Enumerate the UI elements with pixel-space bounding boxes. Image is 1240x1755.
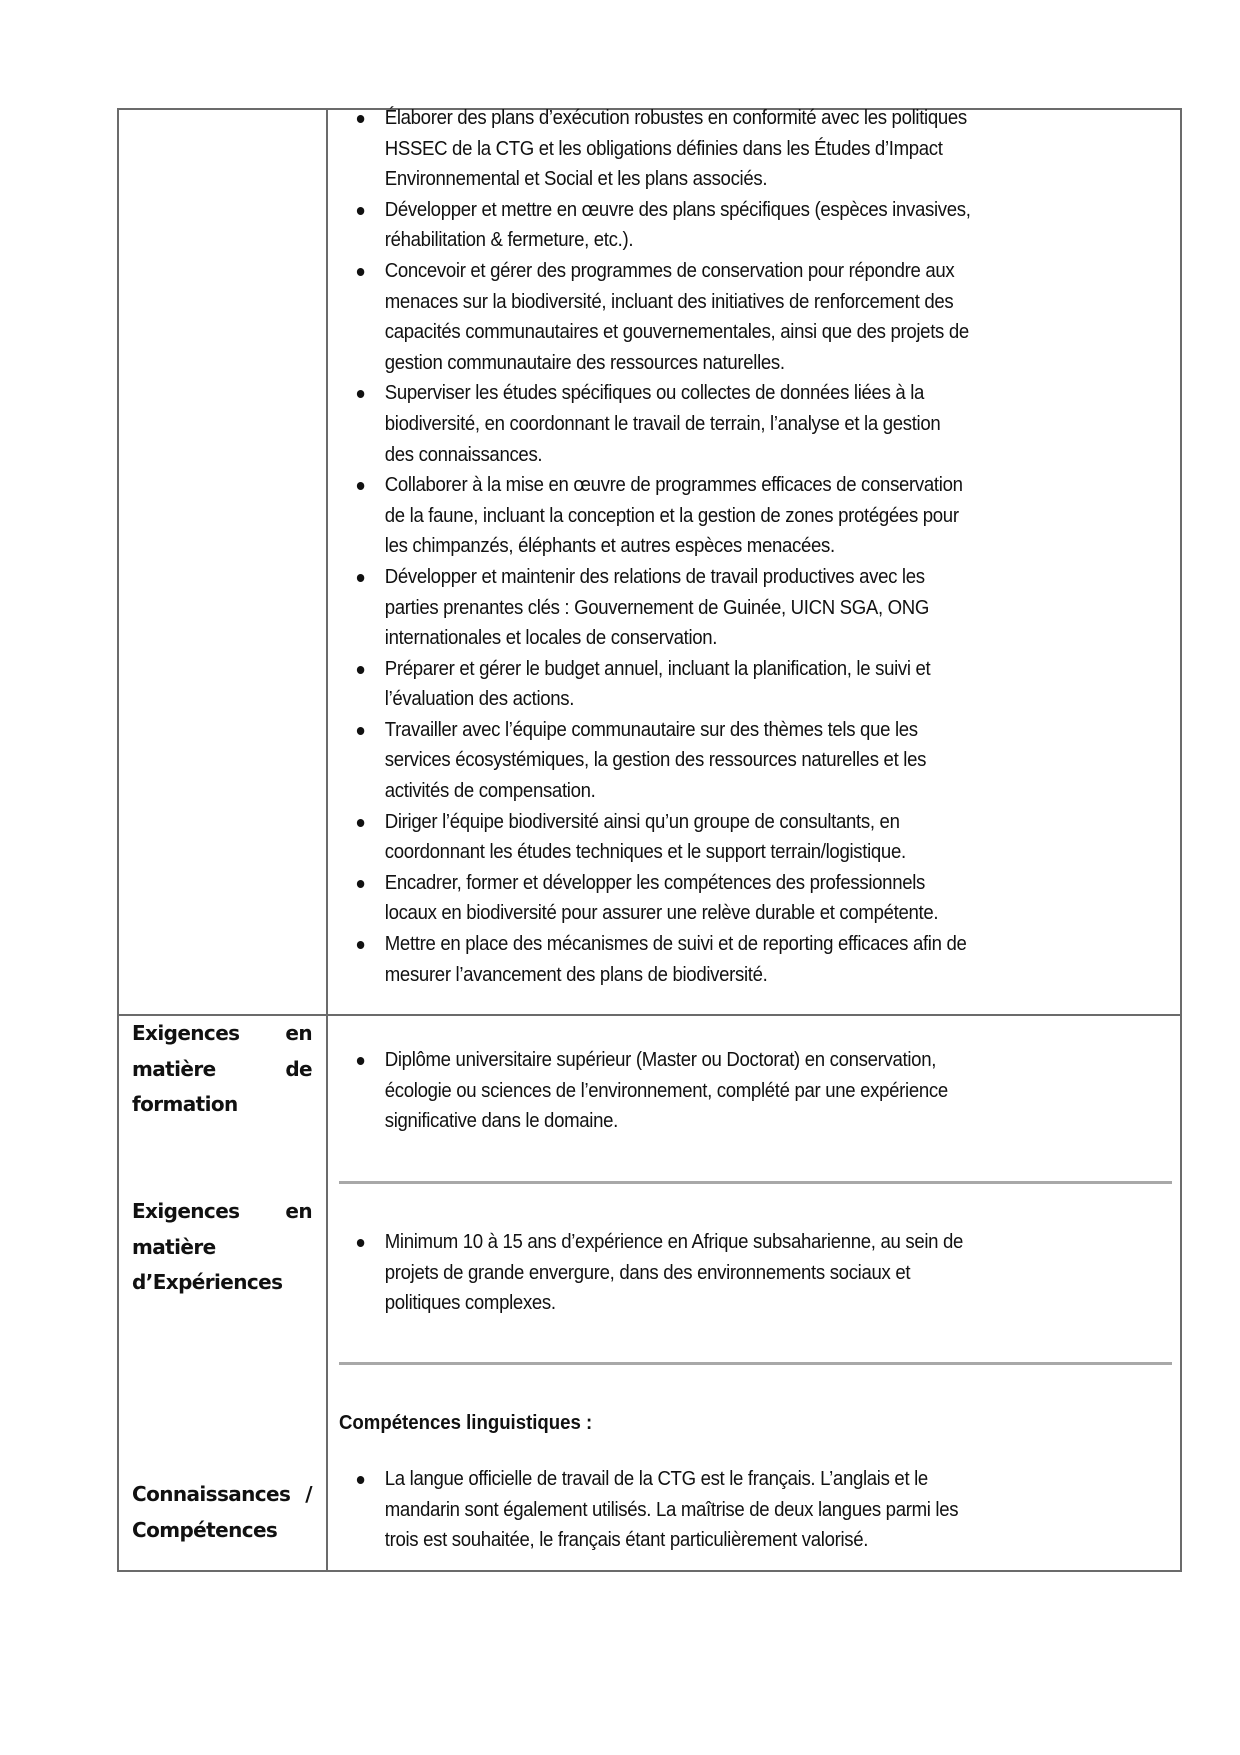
list-item-line: Développer et maintenir des relations de travail productives avec les — [384, 565, 925, 588]
list-item-line: mesurer l’avancement des plans de biodiversité. — [384, 963, 768, 986]
list-item-line: Collaborer à la mise en œuvre de programmes efficaces de conservation — [384, 474, 963, 497]
label-word: Compétences — [132, 1517, 278, 1542]
responsibilities-list — [355, 103, 971, 990]
list-item-line: significative dans le domaine. — [384, 1110, 618, 1133]
list-item — [355, 195, 971, 256]
list-item-line: Concevoir et gérer des programmes de conservation pour répondre aux — [384, 259, 955, 282]
list-item — [355, 256, 971, 378]
list-item-line: La langue officielle de travail de la CTG est le français. L’anglais et le — [384, 1468, 928, 1490]
list-item-line: activités de compensation. — [384, 780, 596, 803]
label-word: Exigences — [132, 1199, 240, 1223]
list-item — [355, 1045, 948, 1137]
list-item-line: services écosystémiques, la gestion des ressources naturelles et les — [384, 749, 927, 772]
list-item-line: Environnemental et Social et les plans associés. — [384, 168, 768, 191]
list-item-line: Minimum 10 à 15 ans d’expérience en Afrique subsaharienne, au sein de — [384, 1231, 964, 1253]
label-line — [132, 1016, 312, 1052]
list-item-line: Encadrer, former et développer les compétences des professionnels — [384, 871, 926, 894]
list-item — [355, 470, 971, 562]
label-line — [132, 1513, 312, 1549]
label-formation-requirements — [132, 1016, 312, 1123]
label-word: en — [285, 1021, 312, 1045]
list-item — [355, 654, 971, 715]
list-item-line: gestion communautaire des ressources naturelles. — [384, 351, 785, 374]
label-word: matière — [132, 1234, 216, 1259]
list-item-line: Diriger l’équipe biodiversité ainsi qu’un groupe de consultants, en — [384, 810, 900, 833]
list-item — [355, 715, 971, 807]
section-separator — [339, 1362, 1172, 1365]
label-line — [132, 1194, 312, 1230]
list-item-line: Superviser les études spécifiques ou collectes de données liées à la — [384, 382, 925, 405]
list-item-line: Diplôme universitaire supérieur (Master ou Doctorat) en conservation, — [384, 1049, 937, 1071]
list-item-line: des connaissances. — [384, 443, 543, 466]
label-word: Connaissances — [132, 1482, 291, 1506]
list-item-line: politiques complexes. — [384, 1292, 556, 1315]
list-item-line: Travailler avec l’équipe communautaire sur des thèmes tels que les — [384, 718, 918, 741]
label-line — [132, 1265, 312, 1301]
column-divider — [326, 110, 328, 1570]
list-item-line: Préparer et gérer le budget annuel, incluant la planification, le suivi et — [384, 657, 931, 680]
list-item-line: coordonnant les études techniques et le support terrain/logistique. — [384, 841, 906, 864]
label-line — [132, 1052, 312, 1088]
list-item — [355, 868, 971, 929]
list-item-line: HSSEC de la CTG et les obligations définies dans les Études d’Impact — [384, 137, 943, 160]
list-item — [355, 929, 971, 990]
label-line — [132, 1087, 312, 1123]
list-item-line: menaces sur la biodiversité, incluant des initiatives de renforcement des — [384, 290, 954, 313]
list-item — [355, 562, 971, 654]
list-item-line: trois est souhaitée, le français étant particulièrement valorisé. — [384, 1529, 869, 1552]
list-item-line: écologie ou sciences de l’environnement, complété par une expérience — [384, 1079, 948, 1102]
label-word: d’Expériences — [132, 1270, 283, 1294]
label-experience-requirements — [132, 1194, 312, 1301]
experience-requirements-list — [355, 1227, 963, 1319]
list-item-line: internationales et locales de conservation. — [384, 627, 718, 650]
list-item-line: de la faune, incluant la conception et la gestion de zones protégées pour — [384, 504, 959, 527]
list-item — [355, 1227, 963, 1319]
label-line — [132, 1477, 312, 1513]
list-item-line: l’évaluation des actions. — [384, 688, 575, 711]
label-word: formation — [132, 1092, 238, 1116]
list-item-line: parties prenantes clés : Gouvernement de Guinée, UICN SGA, ONG — [384, 596, 930, 619]
label-word: matière — [132, 1056, 216, 1081]
list-item-line: projets de grande envergure, dans des environnements sociaux et — [384, 1261, 911, 1284]
list-item — [355, 1464, 958, 1556]
label-knowledge-skills — [132, 1477, 312, 1548]
list-item-line: biodiversité, en coordonnant le travail de terrain, l’analyse et la gestion — [384, 412, 941, 435]
list-item — [355, 378, 971, 470]
list-item-line: locaux en biodiversité pour assurer une relève durable et compétente. — [384, 902, 939, 925]
label-word: de — [285, 1056, 312, 1081]
label-word: / — [305, 1482, 312, 1506]
list-item-line: les chimpanzés, éléphants et autres espèces menacées. — [384, 535, 835, 558]
formation-requirements-list — [355, 1045, 948, 1137]
list-item-line: capacités communautaires et gouvernementales, ainsi que des projets de — [384, 321, 969, 344]
list-item-line: Élaborer des plans d’exécution robustes en conformité avec les politiques — [384, 107, 967, 129]
language-skills-heading: Compétences linguistiques : — [339, 1412, 593, 1434]
label-word: Exigences — [132, 1021, 240, 1045]
list-item-line: Développer et mettre en œuvre des plans spécifiques (espèces invasives, — [384, 198, 971, 221]
list-item-line: réhabilitation & fermeture, etc.). — [384, 229, 634, 252]
language-skills-list — [355, 1464, 958, 1556]
list-item-line: Mettre en place des mécanismes de suivi et de reporting efficaces afin de — [384, 933, 967, 956]
job-description-table — [117, 108, 1182, 1572]
label-word: en — [285, 1199, 312, 1223]
list-item-line: mandarin sont également utilisés. La maîtrise de deux langues parmi les — [384, 1498, 959, 1521]
list-item — [355, 103, 971, 195]
list-item — [355, 807, 971, 868]
section-separator — [339, 1181, 1172, 1184]
label-line — [132, 1230, 312, 1266]
